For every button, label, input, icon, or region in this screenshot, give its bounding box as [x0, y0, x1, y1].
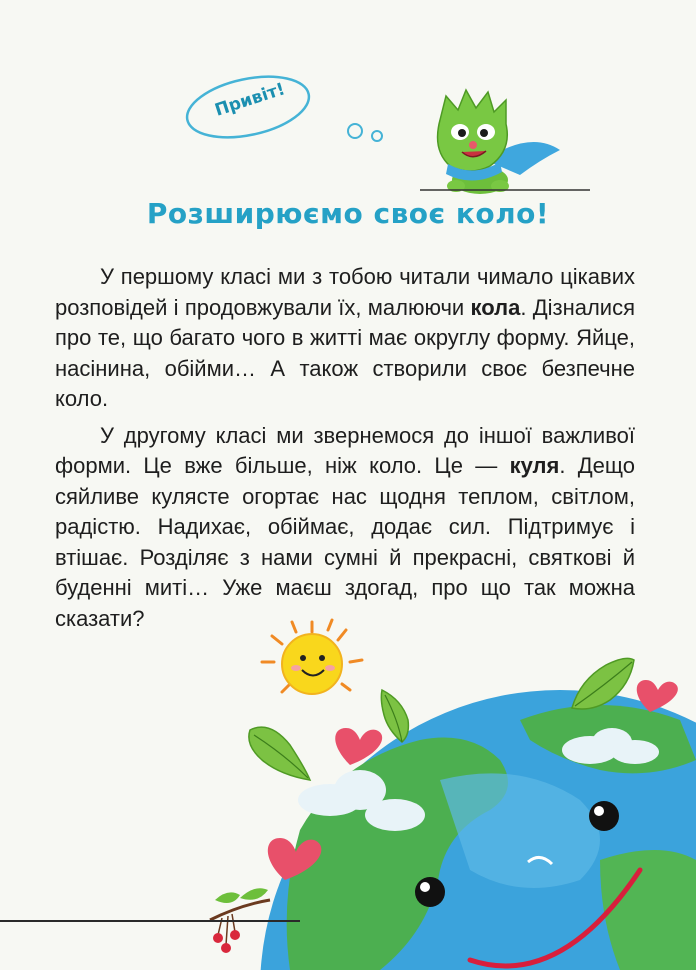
- keyword-circle: кола: [470, 294, 521, 320]
- paragraph-2: У другому класі ми звернемося до іншої важливої форми. Це вже більше, ніж коло. Це — куля. Дещо сяйливе кулясте огортає нас щодня теплом, світлом, радістю. Надихає, обіймає, додає сил. Підтримує і втішає. Розділяє з нами сумні й прекрасні, святкові й буденні миті… Уже маєш здогад, про що так можна сказати?: [55, 422, 635, 631]
- page-title: Розширюємо своє коло!: [146, 197, 550, 230]
- paragraph-1: У першому класі ми з тобою читали чимало цікавих розповідей і продовжували їх, малюючи кола. Дізналися про те, що багато чого в житті має округлу форму. Яйце, насінина, обійми… А також створили своє безпечне коло.: [55, 264, 635, 411]
- bubble-greeting: Привіт!: [212, 79, 288, 121]
- keyword-sphere: куля: [509, 453, 560, 478]
- bottom-rule: [0, 920, 300, 922]
